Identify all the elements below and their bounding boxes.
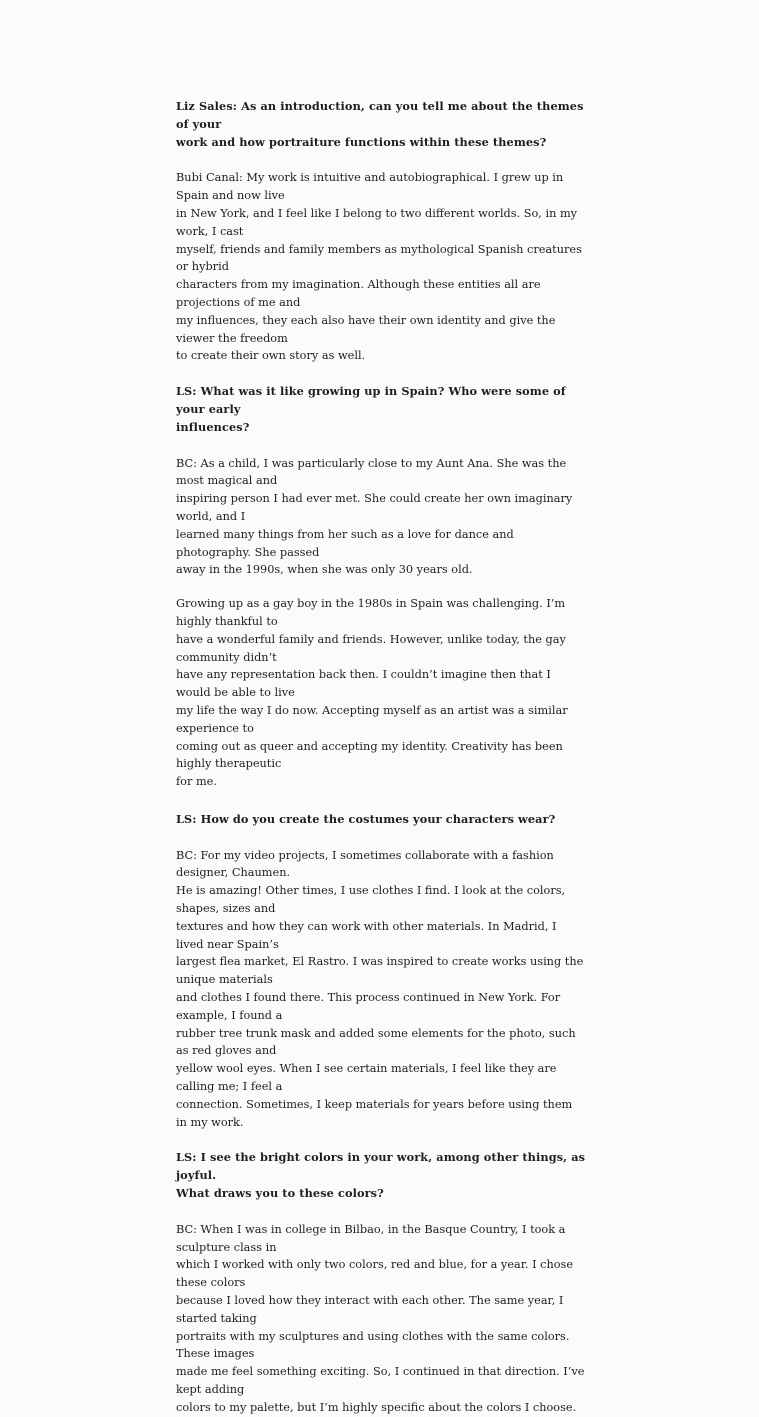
answer-bright-colors: BC: When I was in college in Bilbao, in the Basque Country, I took a sculpture class in which I worked with only two colors, red and blue, for a year. I chose these colors because I loved how they interact with each other. The same year, I started taking portraits with my sculptures and using clothes with the same colors. These images made me feel something exciting. So, I continued in that direction. I’ve kept adding colors to my palette, but I’m highly specific about the colors I choose. (176, 1222, 585, 1414)
question-growing-up-spain: LS: What was it like growing up in Spain? Who were some of your early influences? (176, 384, 566, 434)
question-bright-colors: LS: I see the bright colors in your work, among other things, as joyful. What draws you to these colors? (176, 1150, 586, 1201)
answer-aunt-ana: BC: As a child, I was particularly close to my Aunt Ana. She was the most magical and inspiring person I had ever met. She could create her own imaginary world, and I learned many things from her such as a love for dance and photography. She passed away in the 1990s, when she was only 30 years old. (176, 456, 573, 577)
answer-intro-themes: Bubi Canal: My work is intuitive and autobiographical. I grew up in Spain and now live in New York, and I feel like I belong to two different worlds. So, in my work, I cast myself, friends and family members as mythological Spanish creatures or hybrid characters from my imagination. Although these entities all are projections of me and my influences, they each also have their own identity and give the viewer the freedom to create their own story as well. (176, 171, 582, 363)
question-intro-themes: Liz Sales: As an introduction, can you tell me about the themes of your work and how portraiture functions within these themes? (176, 99, 584, 149)
interview-document (176, 98, 586, 1417)
answer-costumes: BC: For my video projects, I sometimes collaborate with a fashion designer, Chaumen. He is amazing! Other times, I use clothes I find. I look at the colors, shapes, sizes and textures and how they can work with other materials. In Madrid, I lived near Spain’s largest flea market, El Rastro. I was inspired to create works using the unique materials and clothes I found there. This process continued in New York. For example, I found a rubber tree trunk mask and added some elements for the photo, such as red gloves and yellow wool eyes. When I see certain materials, I feel like they are calling me; I feel a connection. Sometimes, I keep materials for years before using them in my work. (176, 848, 584, 1129)
answer-growing-up-gay: Growing up as a gay boy in the 1980s in Spain was challenging. I’m highly thankful to have a wonderful family and friends. However, unlike today, the gay community didn’t have any representation back then. I couldn’t imagine then that I would be able to live my life the way I do now. Accepting myself as an artist was a similar experience to coming out as queer and accepting my identity. Creativity has been highly therapeutic for me. (176, 597, 568, 789)
question-costumes: LS: How do you create the costumes your characters wear? (176, 811, 556, 826)
